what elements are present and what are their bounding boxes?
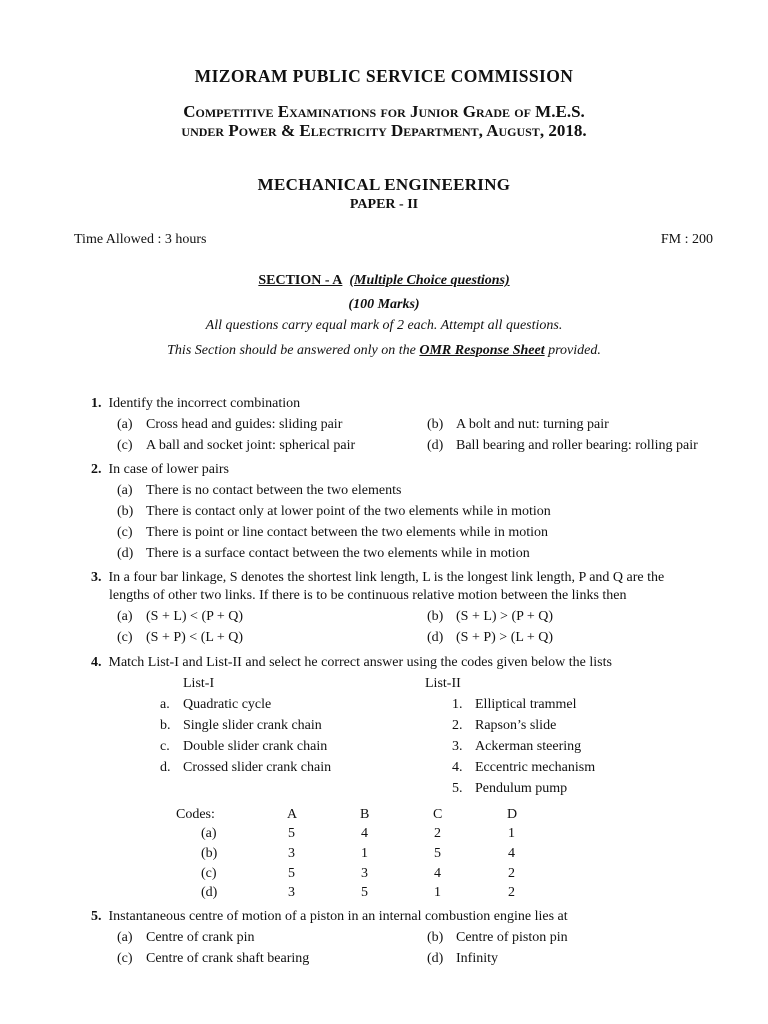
option-label: (b) (427, 609, 444, 624)
option-label: (b) (427, 417, 444, 432)
question-number: 2. (91, 462, 102, 477)
full-marks: FM : 200 (660, 232, 713, 247)
codes-col-c: C (433, 807, 443, 822)
option-text: (S + P) < (L + Q) (146, 630, 244, 645)
question-text-continued: lengths of other two links. If there is to be continuous relative motion between the links then (109, 588, 627, 603)
option-text: Ball bearing and roller bearing: rolling pair (456, 438, 698, 453)
option-label: (a) (117, 483, 133, 498)
list1-heading: List-I (183, 676, 215, 691)
option-label: (d) (427, 630, 444, 645)
codes-cell: 5 (288, 826, 295, 841)
option-text: A bolt and nut: turning pair (456, 417, 609, 432)
option-text: Centre of crank pin (146, 930, 255, 945)
list2-label: 5. (452, 781, 463, 796)
option-label: (d) (117, 546, 134, 561)
codes-cell: 2 (508, 885, 515, 900)
option-text: Cross head and guides: sliding pair (146, 417, 343, 432)
list1-label: a. (160, 697, 170, 712)
codes-col-b: B (360, 807, 370, 822)
list2-item: Ackerman steering (475, 739, 582, 754)
list2-label: 2. (452, 718, 463, 733)
codes-row-option: (d) (201, 885, 218, 900)
list1-item: Single slider crank chain (183, 718, 322, 733)
question-number: 3. (91, 570, 102, 585)
codes-cell: 3 (288, 885, 295, 900)
codes-cell: 1 (361, 846, 368, 861)
subject-title: MECHANICAL ENGINEERING (257, 175, 511, 194)
codes-cell: 4 (434, 866, 441, 881)
list2-heading: List-II (425, 676, 461, 691)
codes-cell: 2 (434, 826, 441, 841)
option-label: (d) (427, 951, 444, 966)
list1-item: Crossed slider crank chain (183, 760, 332, 775)
list2-item: Rapson’s slide (475, 718, 557, 733)
question-1 (91, 396, 300, 412)
codes-cell: 5 (361, 885, 368, 900)
option-label: (c) (117, 630, 133, 645)
exam-title-line1: Competitive Examinations for Junior Grade of M.E.S. (183, 102, 585, 121)
option-text: There is a surface contact between the two elements while in motion (146, 546, 530, 561)
list1-label: b. (160, 718, 171, 733)
question-text: Match List-I and List-II and select he correct answer using the codes given below the lists (108, 655, 612, 670)
list2-label: 3. (452, 739, 463, 754)
exam-title-line2: under Power & Electricity Department, August, 2018. (181, 121, 587, 140)
list2-label: 1. (452, 697, 463, 712)
codes-col-a: A (287, 807, 298, 822)
paper-title: PAPER - II (349, 197, 419, 212)
option-text: (S + L) < (P + Q) (146, 609, 244, 624)
option-label: (c) (117, 525, 133, 540)
list1-label: c. (160, 739, 170, 754)
codes-cell: 1 (508, 826, 515, 841)
section-subtitle: (Multiple Choice questions) (349, 273, 510, 288)
option-label: (a) (117, 609, 133, 624)
instruction-2 (0, 343, 768, 359)
option-text: There is point or line contact between the two elements while in motion (146, 525, 549, 540)
list1-item: Double slider crank chain (183, 739, 328, 754)
option-text: There is contact only at lower point of the two elements while in motion (146, 504, 551, 519)
codes-cell: 5 (288, 866, 295, 881)
question-5 (91, 909, 568, 925)
instruction-2-pre: This Section should be answered only on the (167, 343, 420, 358)
codes-cell: 2 (508, 866, 515, 881)
codes-cell: 3 (288, 846, 295, 861)
question-text: Identify the incorrect combination (108, 396, 301, 411)
option-text: There is no contact between the two elements (146, 483, 402, 498)
option-label: (c) (117, 951, 133, 966)
section-heading (0, 273, 768, 289)
time-allowed: Time Allowed : 3 hours (74, 232, 207, 247)
codes-row-option: (c) (201, 866, 217, 881)
list1-item: Quadratic cycle (183, 697, 272, 712)
question-number: 5. (91, 909, 102, 924)
option-text: (S + L) > (P + Q) (456, 609, 554, 624)
option-text: Centre of piston pin (456, 930, 568, 945)
option-label: (b) (427, 930, 444, 945)
question-text: In case of lower pairs (108, 462, 230, 477)
question-4 (91, 655, 612, 671)
codes-row-option: (a) (201, 826, 217, 841)
organization-title: MIZORAM PUBLIC SERVICE COMMISSION (194, 66, 574, 86)
codes-cell: 1 (434, 885, 441, 900)
section-title: SECTION - A (258, 273, 343, 288)
list2-item: Pendulum pump (475, 781, 568, 796)
question-number: 1. (91, 396, 102, 411)
question-3 (91, 570, 664, 586)
option-label: (d) (427, 438, 444, 453)
list2-item: Elliptical trammel (475, 697, 577, 712)
option-text: Centre of crank shaft bearing (146, 951, 310, 966)
question-text: In a four bar linkage, S denotes the shortest link length, L is the longest link length, P and Q are the (108, 570, 665, 585)
option-label: (a) (117, 930, 133, 945)
question-text: Instantaneous centre of motion of a piston in an internal combustion engine lies at (108, 909, 568, 924)
instruction-1: All questions carry equal mark of 2 each. Attempt all questions. (205, 318, 563, 333)
codes-cell: 4 (361, 826, 368, 841)
option-label: (c) (117, 438, 133, 453)
codes-col-d: D (507, 807, 518, 822)
codes-cell: 5 (434, 846, 441, 861)
omr-response-sheet: OMR Response Sheet (419, 343, 545, 358)
instruction-2-post: provided. (544, 343, 601, 358)
option-text: Infinity (456, 951, 498, 966)
section-marks: (100 Marks) (348, 297, 420, 312)
option-text: (S + P) > (L + Q) (456, 630, 554, 645)
codes-cell: 3 (361, 866, 368, 881)
list1-label: d. (160, 760, 171, 775)
question-number: 4. (91, 655, 102, 670)
option-label: (b) (117, 504, 134, 519)
list2-label: 4. (452, 760, 463, 775)
option-text: A ball and socket joint: spherical pair (146, 438, 356, 453)
codes-row-option: (b) (201, 846, 218, 861)
codes-heading: Codes: (176, 807, 215, 822)
codes-cell: 4 (508, 846, 515, 861)
option-label: (a) (117, 417, 133, 432)
question-2 (91, 462, 229, 478)
list2-item: Eccentric mechanism (475, 760, 596, 775)
